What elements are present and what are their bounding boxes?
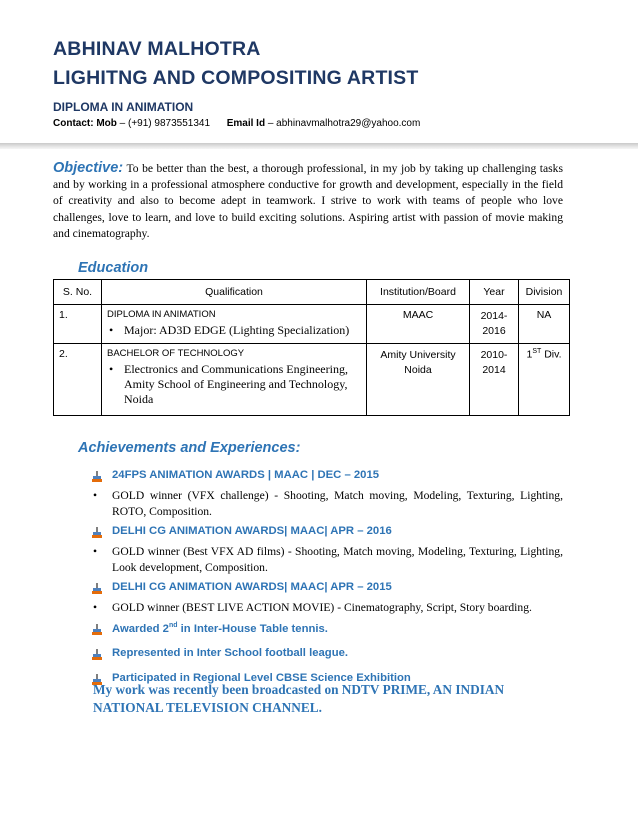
book-bullet-icon <box>92 583 102 594</box>
achievement-title <box>78 646 563 664</box>
division-sup: ST <box>532 348 542 355</box>
achievements-heading: Achievements and Experiences: <box>78 440 301 456</box>
achievement-title <box>78 580 563 598</box>
extra-achievement: Represented in Inter School football league. <box>112 646 349 659</box>
extra-achievement-sup: nd <box>168 621 178 629</box>
header-divider <box>0 143 638 149</box>
email-label: Email Id <box>226 118 266 129</box>
achievement-title <box>78 524 563 542</box>
extra-achievement <box>112 622 328 635</box>
contact-line <box>53 118 420 129</box>
cell-institution: Amity University Noida <box>367 344 470 416</box>
degree-name: DIPLOMA IN ANIMATION <box>107 309 216 320</box>
objective-label: Objective: <box>53 160 124 176</box>
degree-detail: • Major: AD3D EDGE (Lighting Specialization) <box>107 323 361 338</box>
division-suffix: Div. <box>541 348 562 361</box>
achievement-title <box>78 621 563 639</box>
cell-sno: 1. <box>54 305 102 344</box>
table-row <box>54 344 570 416</box>
cell-division: NA <box>519 305 570 344</box>
achievement-title <box>78 468 563 486</box>
col-sno: S. No. <box>54 280 102 305</box>
extra-achievement: Participated in Regional Level CBSE Science Exhibition <box>112 671 411 684</box>
contact-email: – abhinavmalhotra29@yahoo.com <box>265 118 421 129</box>
cell-qualification <box>102 344 367 416</box>
objective-section <box>53 160 563 242</box>
cell-institution: MAAC <box>367 305 470 344</box>
award-description: • GOLD winner (Best VFX AD films) - Shooting, Match moving, Modeling, Texturing, Lighting, Look development, Composition. <box>78 544 563 575</box>
table-row <box>54 305 570 344</box>
book-bullet-icon <box>92 624 102 635</box>
job-title: LIGHITNG AND COMPOSITING ARTIST <box>53 67 419 89</box>
extra-achievement-pre: Awarded 2 <box>112 622 169 635</box>
award-title: DELHI CG ANIMATION AWARDS| MAAC| APR – 2015 <box>112 581 392 593</box>
book-bullet-icon <box>92 527 102 538</box>
extra-achievement-post: in Inter-House Table tennis. <box>177 622 328 635</box>
contact-label: Contact: Mob <box>53 118 117 129</box>
division-value: 1 <box>526 348 533 361</box>
contact-phone: – (+91) 9873551341 <box>116 118 211 129</box>
education-table <box>53 279 570 416</box>
col-division: Division <box>519 280 570 305</box>
achievements-list <box>78 468 563 691</box>
cell-year: 2010-2014 <box>470 344 519 416</box>
closing-statement: My work was recently been broadcasted on NDTV PRIME, AN INDIAN NATIONAL TELEVISION CHANNEL. <box>93 682 505 715</box>
col-institution: Institution/Board <box>367 280 470 305</box>
candidate-name: ABHINAV MALHOTRA <box>53 38 261 60</box>
cell-sno: 2. <box>54 344 102 416</box>
col-qualification: Qualification <box>102 280 367 305</box>
cell-year: 2014-2016 <box>470 305 519 344</box>
cell-qualification <box>102 305 367 344</box>
book-bullet-icon <box>92 471 102 482</box>
table-header-row <box>54 280 570 305</box>
award-description: • GOLD winner (BEST LIVE ACTION MOVIE) - Cinematography, Script, Story boarding. <box>78 600 563 616</box>
degree-name: BACHELOR OF TECHNOLOGY <box>107 348 245 359</box>
cell-division <box>519 344 570 416</box>
col-year: Year <box>470 280 519 305</box>
award-title: 24FPS ANIMATION AWARDS | MAAC | DEC – 2015 <box>112 469 380 481</box>
diploma-line: DIPLOMA IN ANIMATION <box>53 100 194 114</box>
award-title: DELHI CG ANIMATION AWARDS| MAAC| APR – 2016 <box>112 525 392 537</box>
degree-detail: • Electronics and Communications Engineering, Amity School of Engineering and Technology, Noida <box>107 362 361 407</box>
award-description: • GOLD winner (VFX challenge) - Shooting, Match moving, Modeling, Texturing, Lighting, ROTO, Composition. <box>78 488 563 519</box>
book-bullet-icon <box>92 649 102 660</box>
objective-text: To be better than the best, a thorough professional, in my job by taking up challenging tasks and by working in a professional atmosphere conductive for growth and development, especially in the field of creativity and also to become adept in teamwork. I strive to work with teams of people who love challenges, love to learn, and love to build exciting solutions. Aspiring artist with passion of movie making and cinematography. <box>53 162 563 240</box>
education-heading: Education <box>78 260 149 276</box>
